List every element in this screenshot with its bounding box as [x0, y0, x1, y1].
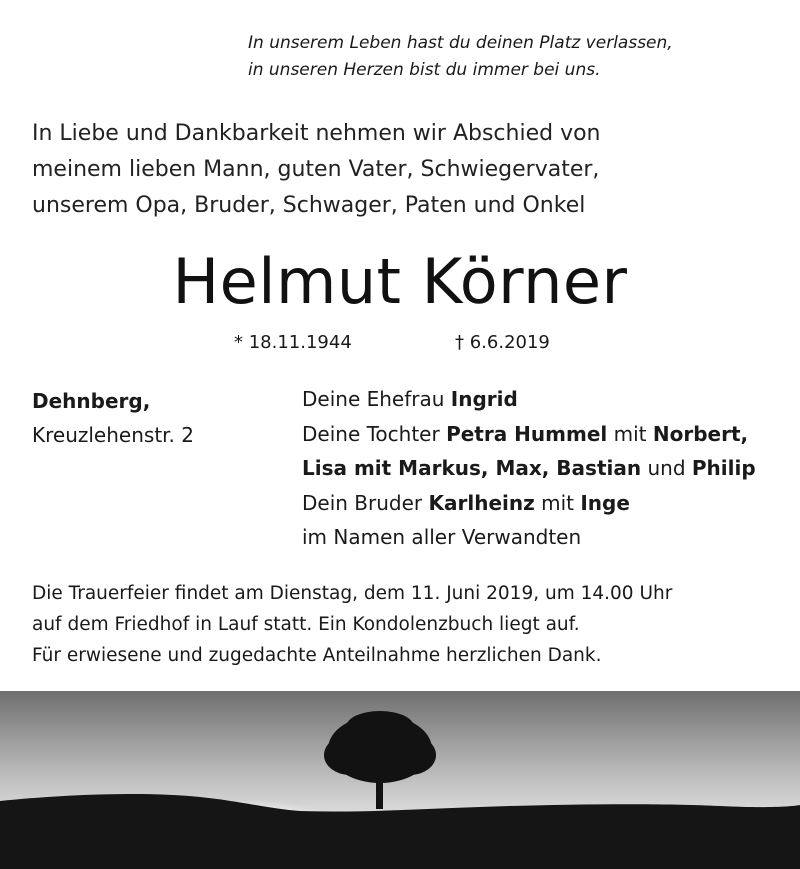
address-block [32, 384, 194, 452]
mourner-wife: Deine Ehefrau Ingrid [302, 387, 518, 411]
town: Dehnberg, [32, 389, 151, 413]
street: Kreuzlehenstr. 2 [32, 423, 194, 447]
intro-text [32, 116, 601, 224]
notice-line-2: auf dem Friedhof in Lauf statt. Ein Kondolenzbuch liegt auf. [32, 614, 580, 635]
intro-line-2: meinem lieben Mann, guten Vater, Schwiegervater, [32, 157, 600, 182]
mourner-grandchildren: Lisa mit Markus, Max, Bastian und Philip [302, 456, 756, 480]
mourner-relatives: im Namen aller Verwandten [302, 525, 582, 549]
birth-date: * 18.11.1944 [234, 332, 352, 353]
notice-line-3: Für erwiesene und zugedachte Anteilnahme herzlichen Dank. [32, 645, 602, 666]
quote-line-1: In unserem Leben hast du deinen Platz verlassen, [248, 33, 673, 53]
funeral-notice [32, 578, 672, 671]
quote-line-2: in unseren Herzen bist du immer bei uns. [248, 60, 601, 80]
tree-landscape-photo [0, 691, 800, 869]
intro-line-1: In Liebe und Dankbarkeit nehmen wir Abschied von [32, 121, 601, 146]
mourner-daughter: Deine Tochter Petra Hummel mit Norbert, [302, 421, 749, 446]
mourners-list [302, 382, 756, 555]
memorial-quote [248, 30, 768, 84]
intro-line-3: unserem Opa, Bruder, Schwager, Paten und Onkel [32, 193, 586, 218]
death-date: † 6.6.2019 [455, 332, 550, 353]
deceased-name: Helmut Körner [172, 245, 628, 318]
notice-line-1: Die Trauerfeier findet am Dienstag, dem 11. Juni 2019, um 14.00 Uhr [32, 583, 673, 604]
mourner-brother: Dein Bruder Karlheinz mit Inge [302, 490, 630, 515]
